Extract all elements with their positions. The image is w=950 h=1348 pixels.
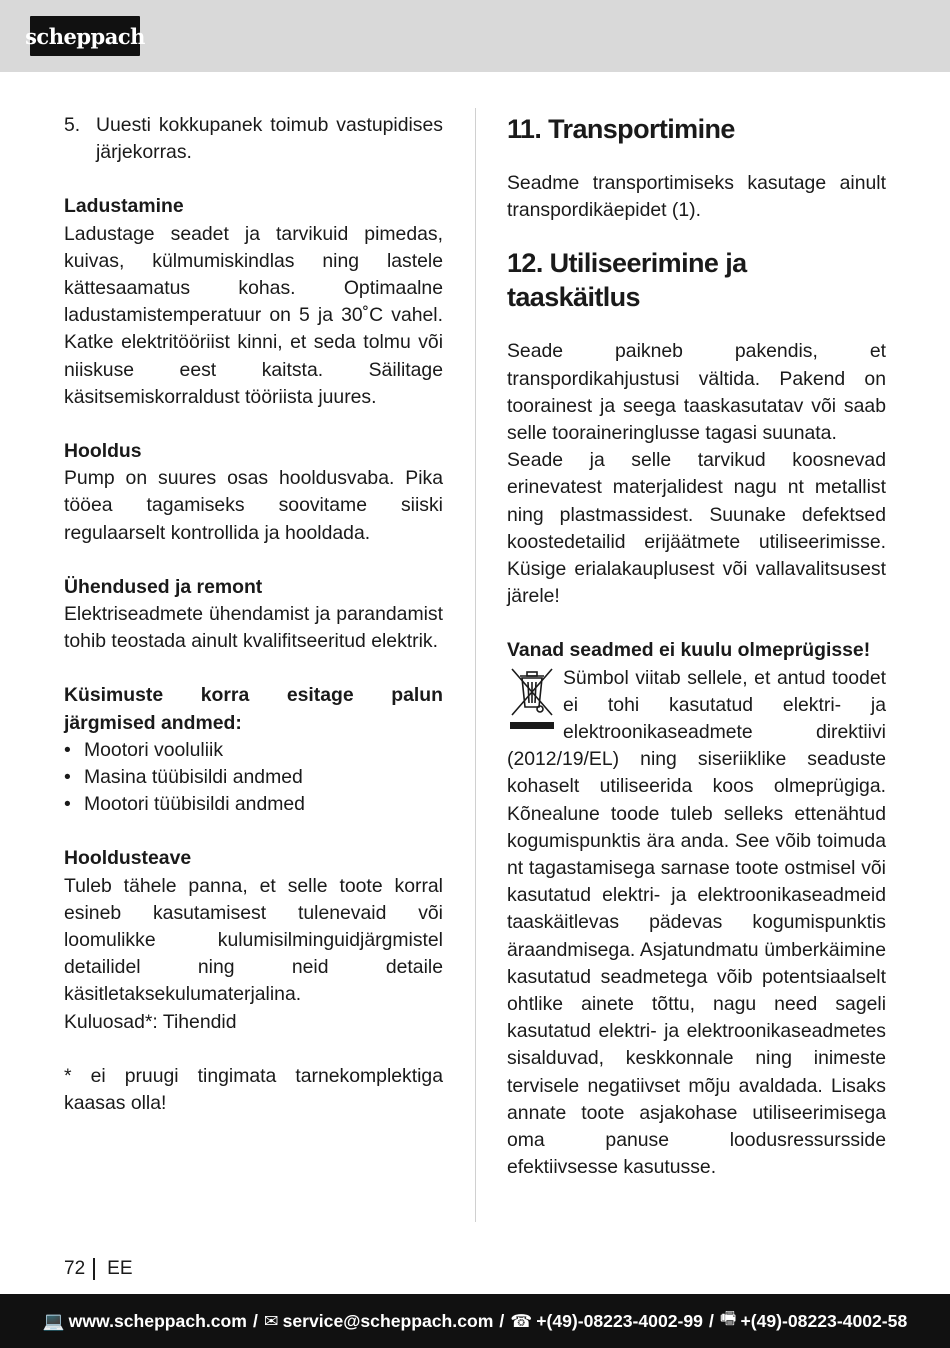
disposal-heading: 12. Utiliseerimine ja taaskäitlus (507, 248, 747, 313)
old-devices-title: Vanad seadmed ei kuulu olmeprügisse! (507, 639, 871, 662)
connections-title: Ühendused ja remont (64, 575, 263, 598)
phone-number: +(49)-08223-4002-99 (536, 1310, 703, 1331)
right-column (507, 112, 886, 1182)
page-footer (64, 1256, 133, 1282)
connections-text: Elektriseadmete ühendamist ja parandamist tohib teostada ainult kvalifitseeritud elektrik. (64, 603, 443, 653)
page-number: 72 (64, 1258, 86, 1279)
storage-text: Ladustage seadet ja tarvikuid pimedas, kuivas, külmumiskindlas ning lastele kättesaamatus kohas. Optimaalne ladustamistemperatuur on 5 ja 30˚C vahel. Katke elektritööriist kinni, et seda tolmu või niiskuse eest kaitsta. Säilitage käsitsemiskorraldust tööriista juures. (64, 222, 443, 408)
disposal-text-2: Seade ja selle tarvikud koosnevad erinevatest materjalidest nagu nt metallist ning plastmassidest. Suunake defektsed koostedetailid erijäätmete utiliseerimisse. Küsige erialakauplusest või vallavalitsusest järele! (507, 449, 886, 608)
service-title: Hooldusteave (64, 847, 192, 870)
mail-icon: ✉ (263, 1310, 279, 1331)
website-link[interactable]: www.scheppach.com (68, 1310, 247, 1331)
maintenance-title: Hooldus (64, 440, 142, 463)
language-code: EE (107, 1258, 133, 1279)
transport-heading: 11. Transportimine (507, 114, 735, 144)
weee-block (507, 665, 886, 1182)
step-text: Uuesti kokkupanek toimub vastupidises järjekorras. (96, 114, 443, 164)
page-header (0, 0, 950, 72)
scheppach-logo: scheppach (30, 16, 140, 56)
step-number: 5. (64, 114, 81, 136)
service-text: Tuleb tähele panna, et selle toote korral esineb kasutamisest tulenevaid või loomulikke kulumisilminguidjärgmistel detailidel ning neid detaile käsitletaksekulumaterjalina. (64, 874, 443, 1006)
wear-parts: Kuluosad*: Tihendid (64, 1010, 237, 1033)
computer-icon: 💻 (42, 1310, 65, 1331)
transport-text: Seadme transportimiseks kasutage ainult transpordikäepidet (1). (507, 172, 886, 222)
maintenance-text: Pump on suures osas hooldusvaba. Pika tööea tagamiseks soovitame siiski regulaarselt kontrollida ja hooldada. (64, 467, 443, 544)
crossed-bin-icon (507, 667, 557, 729)
questions-title: Küsimuste korra esitage palun järgmised andmed: (64, 684, 443, 734)
column-divider (475, 108, 476, 1222)
phone-icon: ☎ (510, 1310, 533, 1331)
list-item: • Mootori tüübisildi andmed (64, 793, 305, 816)
list-item: • Mootori vooluliik (64, 738, 224, 761)
step-5 (64, 112, 443, 166)
footer-separator (93, 1258, 95, 1280)
list-item: • Masina tüübisildi andmed (64, 766, 303, 789)
footnote: * ei pruugi tingimata tarnekomplektiga kaasas olla! (64, 1064, 443, 1115)
email-link[interactable]: service@scheppach.com (282, 1310, 494, 1331)
left-column (64, 112, 443, 1117)
contact-bar: 💻 www.scheppach.com / ✉ service@scheppach.com / ☎ +(49)-08223-4002-99 / 🖷 +(49)-08223-4002-58 (0, 1294, 950, 1348)
fax-number: +(49)-08223-4002-58 (740, 1310, 908, 1331)
storage-title: Ladustamine (64, 195, 184, 218)
weee-text: Sümbol viitab sellele, et antud toodet ei tohi kasutatud elektri- ja elektroonikaseadmete direktiivi (2012/19/EL) ning siseriiklike seaduste kohaselt utiliseerida koos olmeprügiga. Kõnealune toode tuleb selleks ettenähtud kogumispunktis ära anda. See võib toimuda nt tagastamisega sarnase toote ostmisel või kasutatud elektri- ja elektroonikaseadmeid taaskäitlevas pädevas kogumispunktis äraandmisega. Asjatundmatu ümberkäimine kasutatud seadmetega võib potentsiaalselt ohtlike ainete tõttu, nagu need sageli kasutatud elektri- ja elektroonikaseadmetes sisalduvad, keskkonnale ning inimeste tervisele negatiivset mõju avaldada. Lisaks annate toote asjakohase utiliseerimisega oma panuse loodusressursside efektiivsesse kasutusse. (507, 666, 886, 1179)
disposal-text-1: Seade paikneb pakendis, et transpordikahjustusi vältida. Pakend on toorainest ja seega taaskasutatav või saab selle tooraineringlusse tagasi suunata. (507, 340, 886, 445)
fax-icon: 🖷 (719, 1308, 737, 1328)
